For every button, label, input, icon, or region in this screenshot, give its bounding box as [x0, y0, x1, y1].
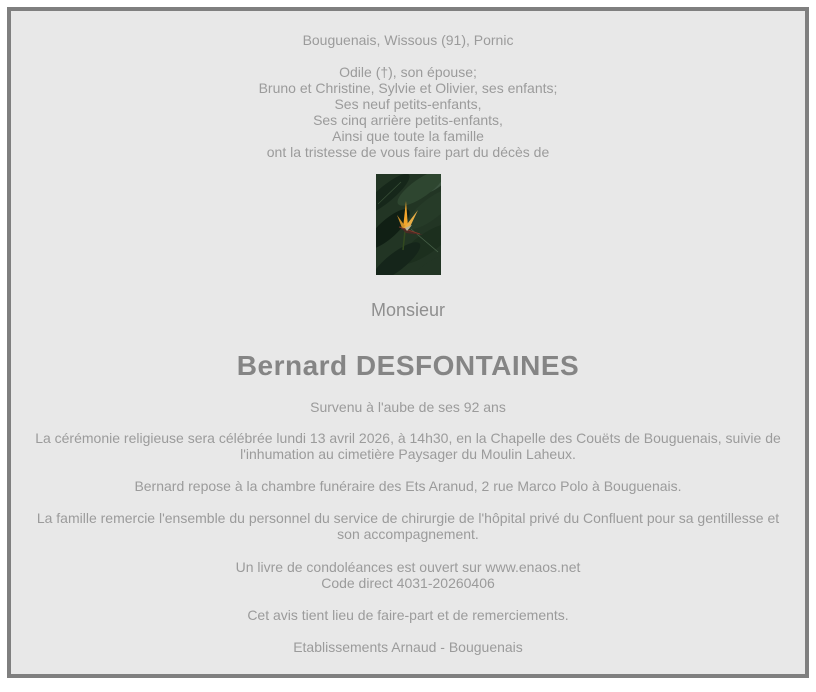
closing-line: Cet avis tient lieu de faire-part et de remerciements.: [247, 607, 569, 623]
age-line: Survenu à l'aube de ses 92 ans: [310, 399, 506, 415]
deceased-name-title: Bernard DESFONTAINES: [236, 350, 580, 381]
bird-of-paradise-photo: [376, 174, 441, 275]
family-line-children: Bruno et Christine, Sylvie et Olivier, ses enfants;: [258, 80, 558, 96]
condolences-code-line: Code direct 4031-20260406: [321, 575, 495, 591]
obituary-notice-card: [7, 7, 809, 678]
salutation-monsieur: Monsieur: [370, 300, 446, 320]
family-announcement-block: [31, 64, 785, 160]
repose-paragraph: Bernard repose à la chambre funéraire des Ets Aranud, 2 rue Marco Polo à Bouguenais.: [134, 478, 682, 494]
condolences-block: [31, 559, 785, 591]
family-line-grandchildren: Ses neuf petits-enfants,: [334, 96, 482, 112]
family-line-whole-family: Ainsi que toute la famille: [332, 128, 484, 144]
ceremony-paragraph: La cérémonie religieuse sera célébrée lundi 13 avril 2026, à 14h30, en la Chapelle des Couëts de Bouguenais, suivie de l'inhumation au cimetière Paysager du Moulin Laheux.: [35, 430, 781, 462]
funeral-home-line: Etablissements Arnaud - Bouguenais: [293, 639, 523, 655]
thanks-paragraph: La famille remercie l'ensemble du personnel du service de chirurgie de l'hôpital privé du Confluent pour sa gentillesse et son accompagnement.: [36, 510, 780, 542]
family-line-spouse: Odile (†), son épouse;: [339, 64, 477, 80]
condolences-website-line: Un livre de condoléances est ouvert sur www.enaos.net: [235, 559, 581, 575]
bird-of-paradise-photo-graphic: [376, 174, 441, 275]
family-line-great-grandchildren: Ses cinq arrière petits-enfants,: [313, 112, 503, 128]
locations-line: Bouguenais, Wissous (91), Pornic: [302, 32, 514, 48]
family-line-announcement: ont la tristesse de vous faire part du décès de: [266, 144, 550, 160]
